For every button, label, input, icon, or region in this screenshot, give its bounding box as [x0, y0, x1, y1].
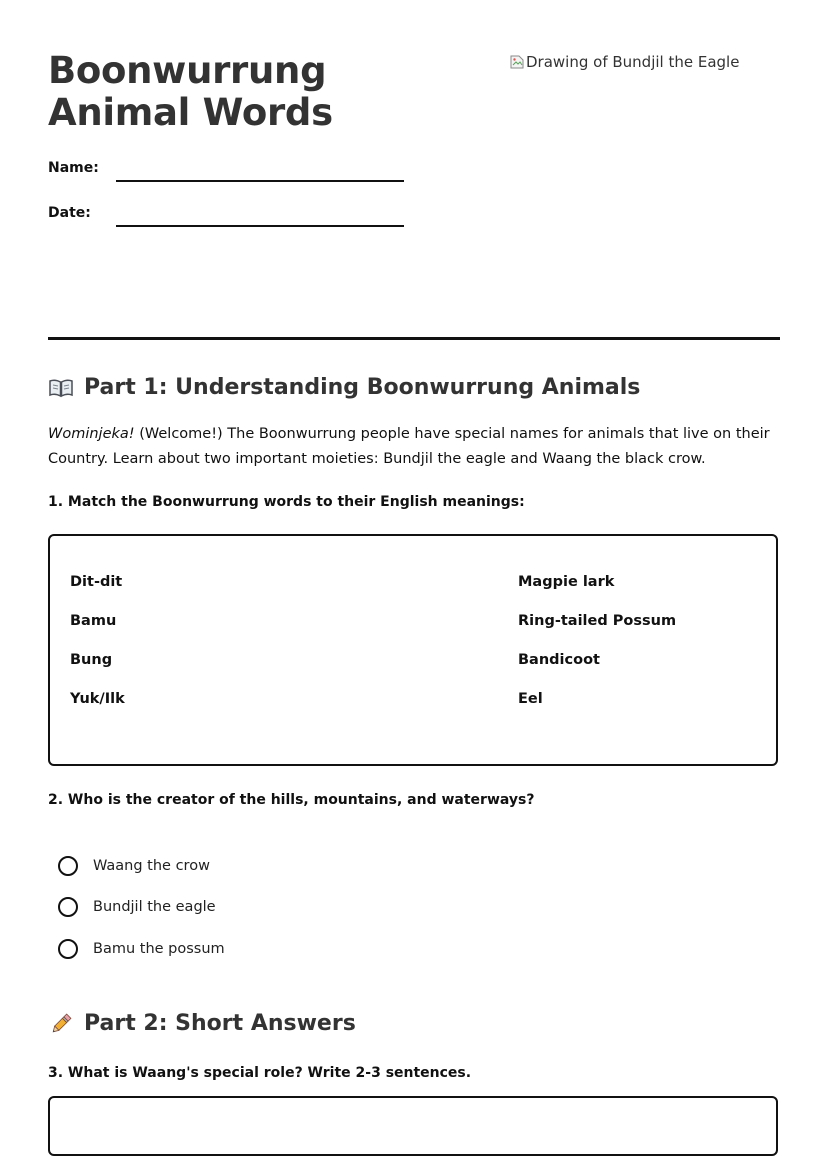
match-term[interactable]: Bung	[70, 652, 113, 668]
match-term[interactable]: Bamu	[70, 613, 117, 629]
part1-heading-text: Part 1: Understanding Boonwurrung Animals	[84, 375, 641, 400]
question-2: 2. Who is the creator of the hills, mountains, and waterways?	[48, 792, 535, 808]
part2-heading	[48, 1011, 356, 1036]
intro-greeting: Wominjeka!	[48, 426, 135, 442]
intro-text: (Welcome!) The Boonwurrung people have special names for animals that live on their Country. Learn about two important moieties: Bundjil the eagle and Waang the black crow.	[48, 426, 770, 467]
match-definition[interactable]: Bandicoot	[518, 652, 600, 668]
name-write-line[interactable]	[116, 180, 404, 182]
matching-box	[48, 534, 778, 766]
match-term[interactable]: Dit-dit	[70, 574, 123, 590]
name-field	[48, 160, 408, 184]
date-label: Date:	[48, 205, 91, 221]
radio-button[interactable]	[58, 897, 78, 917]
radio-label: Bamu the possum	[93, 941, 225, 957]
section-divider	[48, 337, 780, 340]
broken-image-icon	[510, 55, 524, 69]
radio-option[interactable]	[58, 854, 210, 878]
image-alt-text: Drawing of Bundjil the Eagle	[526, 53, 740, 71]
match-definition[interactable]: Magpie lark	[518, 574, 615, 590]
intro-paragraph	[48, 422, 780, 472]
radio-label: Bundjil the eagle	[93, 899, 216, 915]
match-definition[interactable]: Eel	[518, 691, 543, 707]
part1-heading	[48, 375, 640, 400]
date-write-line[interactable]	[116, 225, 404, 227]
radio-option[interactable]	[58, 895, 216, 919]
question-1: 1. Match the Boonwurrung words to their English meanings:	[48, 494, 525, 510]
radio-label: Waang the crow	[93, 858, 210, 874]
date-field	[48, 205, 408, 229]
match-definition[interactable]: Ring-tailed Possum	[518, 613, 677, 629]
open-book-icon	[48, 376, 74, 400]
pencil-icon	[48, 1012, 74, 1036]
answer-box[interactable]	[48, 1096, 778, 1156]
page-title: Boonwurrung Animal Words	[48, 49, 333, 134]
match-term[interactable]: Yuk/Ilk	[70, 691, 125, 707]
radio-button[interactable]	[58, 856, 78, 876]
radio-option[interactable]	[58, 937, 225, 961]
part2-heading-text: Part 2: Short Answers	[84, 1011, 356, 1036]
question-3: 3. What is Waang's special role? Write 2-3 sentences.	[48, 1065, 472, 1081]
name-label: Name:	[48, 160, 99, 176]
radio-button[interactable]	[58, 939, 78, 959]
bundjil-image-placeholder	[510, 50, 780, 74]
